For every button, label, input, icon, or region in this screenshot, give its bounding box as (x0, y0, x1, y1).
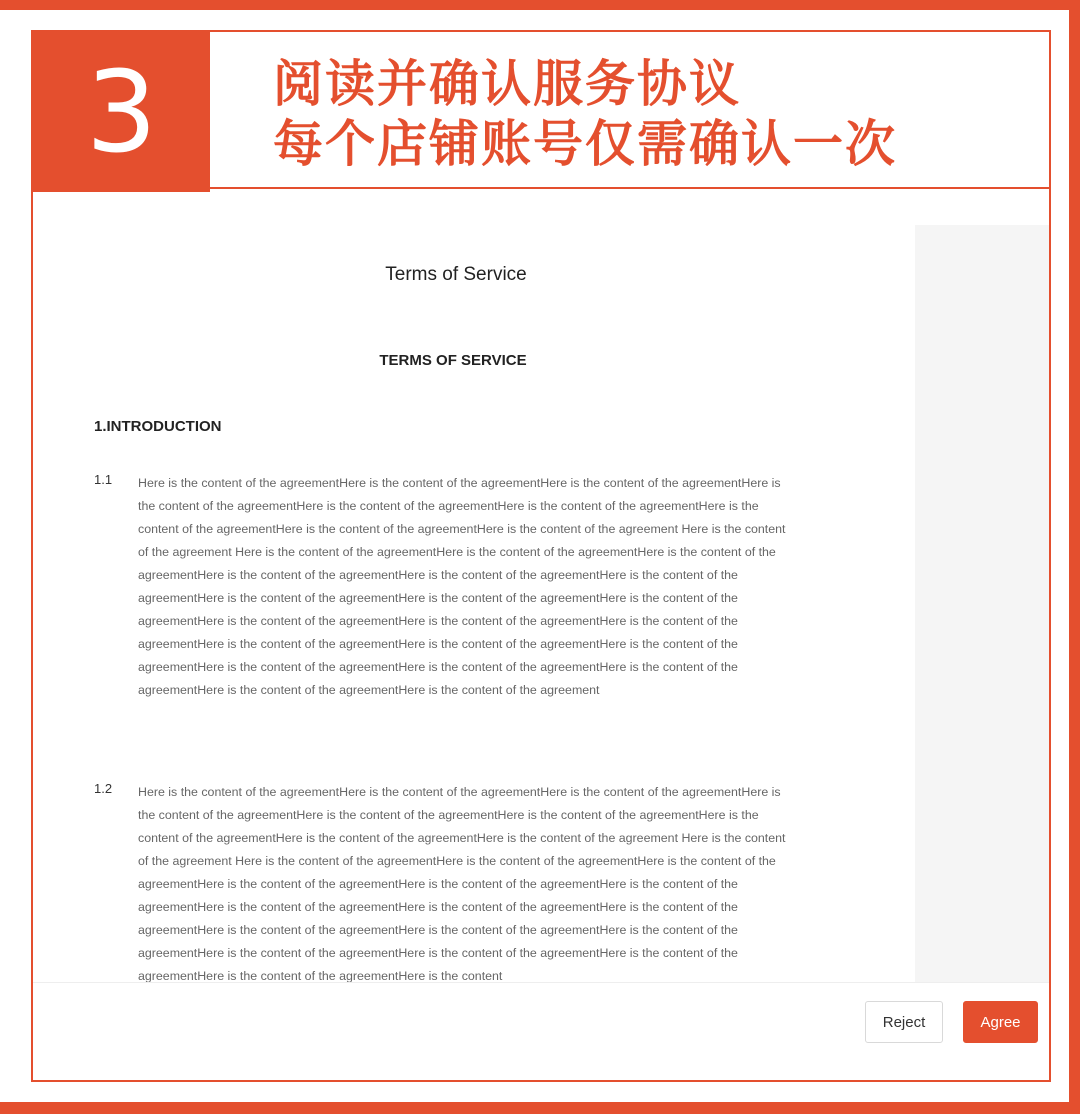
clause-text: Here is the content of the agreementHere is the content of the agreementHere is the content of the agreementHere is the content of the agreementHere is the content of the agreementHere is the content of the agreementHere is the content of the agreementHere is the content of the agreementHere is the content of the agreement Here is the content of the agreement Here is the content of the agreementHere is the content of the agreementHere is the content of the agreementHere is the content of the agreementHere is the content of the agreementHere is the content of the agreementHere is the content of the agreementHere is the content of the agreementHere is the content of the agreementHere is the content of the agreementHere is the content of the agreementHere is the content of the agreementHere is the content of the agreementHere is the content of the agreementHere is the content of the agreementHere is the content of the agreementHere is the content (138, 785, 786, 982)
agree-button[interactable]: Agree (963, 1001, 1038, 1043)
step-title-line-1: 阅读并确认服务协议 (273, 55, 741, 113)
step-title (273, 54, 897, 174)
step-title-line-2: 每个店铺账号仅需确认一次 (273, 115, 897, 173)
step-frame (31, 30, 1051, 1082)
document-title: Terms of Service (385, 264, 527, 285)
decorative-right-band (1069, 0, 1080, 1114)
step-number: 3 (85, 48, 158, 178)
step-number-badge (33, 32, 210, 194)
reject-button[interactable]: Reject (865, 1001, 943, 1043)
side-panel (915, 225, 1049, 982)
footer-divider (33, 982, 1049, 983)
clause-text: Here is the content of the agreementHere is the content of the agreementHere is the content of the agreementHere is the content of the agreementHere is the content of the agreementHere is the content of the agreementHere is the content of the agreementHere is the content of the agreementHere is the content of the agreement Here is the content of the agreement Here is the content of the agreementHere is the content of the agreementHere is the content of the agreementHere is the content of the agreementHere is the content of the agreementHere is the content of the agreementHere is the content of the agreementHere is the content of the agreementHere is the content of the agreementHere is the content of the agreementHere is the content of the agreementHere is the content of the agreementHere is the content of the agreementHere is the content of the agreementHere is the content of the agreementHere is the content of the agreementHere is the content of the agreementHere is the content of the agreementHere is the content of the agreementHere is the content of the agreement (138, 476, 786, 697)
clause-number: 1.2 (94, 781, 113, 796)
document-subtitle: TERMS OF SERVICE (379, 352, 527, 369)
decorative-top-band (0, 0, 1080, 10)
section-heading: 1.INTRODUCTION (94, 418, 222, 435)
decorative-bottom-band (0, 1102, 1080, 1114)
header-divider (210, 187, 1049, 189)
clause-number: 1.1 (94, 472, 113, 487)
terms-document-scroll-area[interactable] (33, 192, 913, 982)
